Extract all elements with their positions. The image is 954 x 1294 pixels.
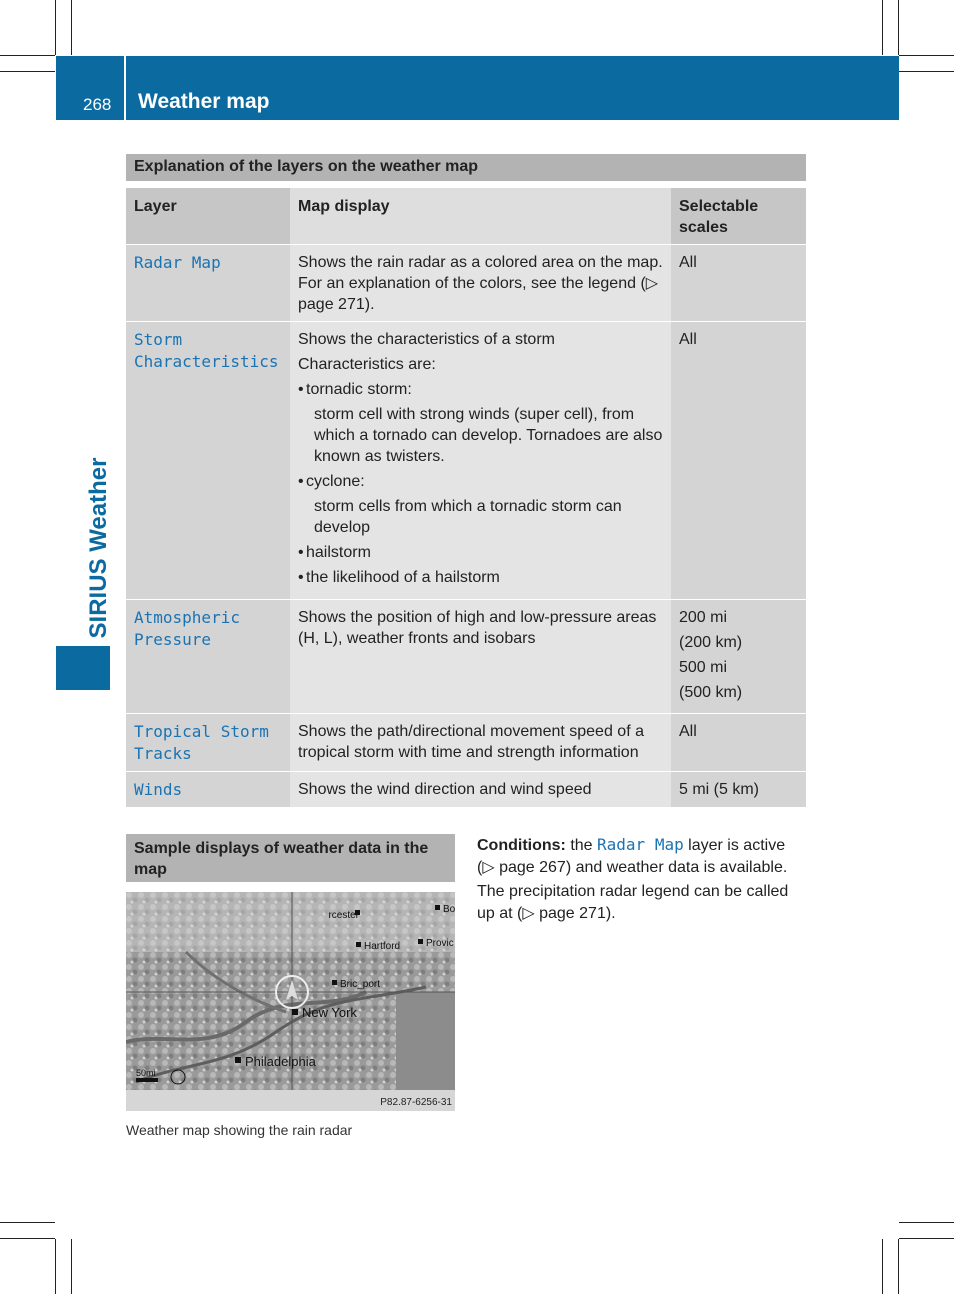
crop-mark	[882, 1239, 883, 1294]
crop-mark	[899, 1222, 954, 1223]
crop-mark	[71, 0, 72, 55]
layer-name: Radar Map	[134, 253, 221, 272]
layer-name: Winds	[134, 780, 183, 799]
map-display-text: Shows the rain radar as a colored area on the map. For an explanation of the colors, see the legend (▷ page 271).	[290, 245, 671, 322]
conditions-text: the	[565, 837, 598, 854]
list-item: • cyclone:	[298, 473, 365, 490]
scale-value: All	[671, 245, 806, 322]
layer-name: Storm Characteristics	[134, 330, 279, 371]
scale-value: (500 km)	[679, 684, 743, 701]
scale-value: All	[671, 322, 806, 600]
crop-mark	[0, 1222, 55, 1223]
crop-mark	[0, 55, 55, 56]
conditions-text: The precipitation radar legend can be called up at (▷ page 271).	[477, 883, 789, 922]
page-number: 268	[83, 95, 112, 114]
list-item-detail: storm cells from which a tornadic storm can develop	[314, 498, 622, 536]
side-tab-label: SIRIUS Weather	[85, 457, 112, 639]
column-header: Selectable scales	[671, 188, 806, 245]
map-scale-label: 50mi	[136, 1068, 156, 1078]
scale-value: 5 mi (5 km)	[671, 772, 806, 808]
column-header: Layer	[126, 188, 290, 245]
crop-mark	[71, 1239, 72, 1294]
table-row	[126, 772, 806, 808]
map-display-text: Characteristics are:	[298, 356, 436, 373]
table-row	[126, 245, 806, 322]
section-heading: Explanation of the layers on the weather map	[126, 154, 806, 181]
crop-mark	[55, 1239, 56, 1294]
map-display-text: Shows the path/directional movement speed of a tropical storm with time and strength information	[290, 714, 671, 772]
city-label: Bo	[443, 904, 455, 915]
side-tab-marker	[56, 646, 110, 690]
scale-value: (200 km)	[679, 634, 743, 651]
city-label: Hartford	[364, 941, 401, 952]
list-item-detail: storm cell with strong winds (super cell), from which a tornado can develop. Tornadoes are also known as twisters.	[314, 406, 663, 465]
city-label: Philadelphia	[245, 1054, 316, 1069]
crop-mark	[899, 1238, 954, 1239]
list-item: • hailstorm	[298, 544, 371, 561]
conditions-text: layer is active (▷ page 267) and weather data is available.	[477, 837, 788, 876]
crop-mark	[0, 1238, 55, 1239]
layer-name: Atmospheric Pressure	[134, 608, 240, 649]
city-label: rcester	[328, 910, 359, 921]
weather-map-image	[126, 892, 455, 1111]
layers-table	[126, 188, 806, 808]
crop-mark	[899, 71, 954, 72]
table-row	[126, 714, 806, 772]
city-label: New York	[302, 1005, 357, 1020]
table-header-row	[126, 188, 806, 245]
crop-mark	[882, 0, 883, 55]
crop-mark	[898, 0, 899, 55]
list-item: • the likelihood of a hailstorm	[298, 569, 500, 586]
conditions-block	[477, 834, 807, 927]
layer-name: Tropical Storm Tracks	[134, 722, 269, 763]
conditions-label: Conditions:	[477, 837, 566, 854]
crop-mark	[898, 1239, 899, 1294]
scale-value: 500 mi	[679, 659, 728, 676]
scale-value: 200 mi	[679, 609, 728, 626]
figure-code: P82.87-6256-31	[380, 1097, 452, 1108]
list-item: • tornadic storm:	[298, 381, 412, 398]
section-heading: Sample displays of weather data in the map	[126, 834, 455, 882]
header-divider	[124, 56, 126, 120]
city-label: Bric_port	[340, 979, 381, 990]
map-display-text: Shows the wind direction and wind speed	[290, 772, 671, 808]
crop-mark	[899, 55, 954, 56]
layer-name: Radar Map	[597, 835, 684, 854]
table-row	[126, 322, 806, 600]
city-label: Provic	[426, 938, 454, 949]
map-display-text: Shows the characteristics of a storm	[298, 331, 555, 348]
scale-value: All	[671, 714, 806, 772]
crop-mark	[0, 71, 55, 72]
figure-caption: Weather map showing the rain radar	[126, 1122, 353, 1138]
crop-mark	[55, 0, 56, 55]
table-row	[126, 600, 806, 714]
map-display-text: Shows the position of high and low-pressure areas (H, L), weather fronts and isobars	[290, 600, 671, 714]
page-title: Weather map	[138, 90, 270, 113]
column-header: Map display	[290, 188, 671, 245]
